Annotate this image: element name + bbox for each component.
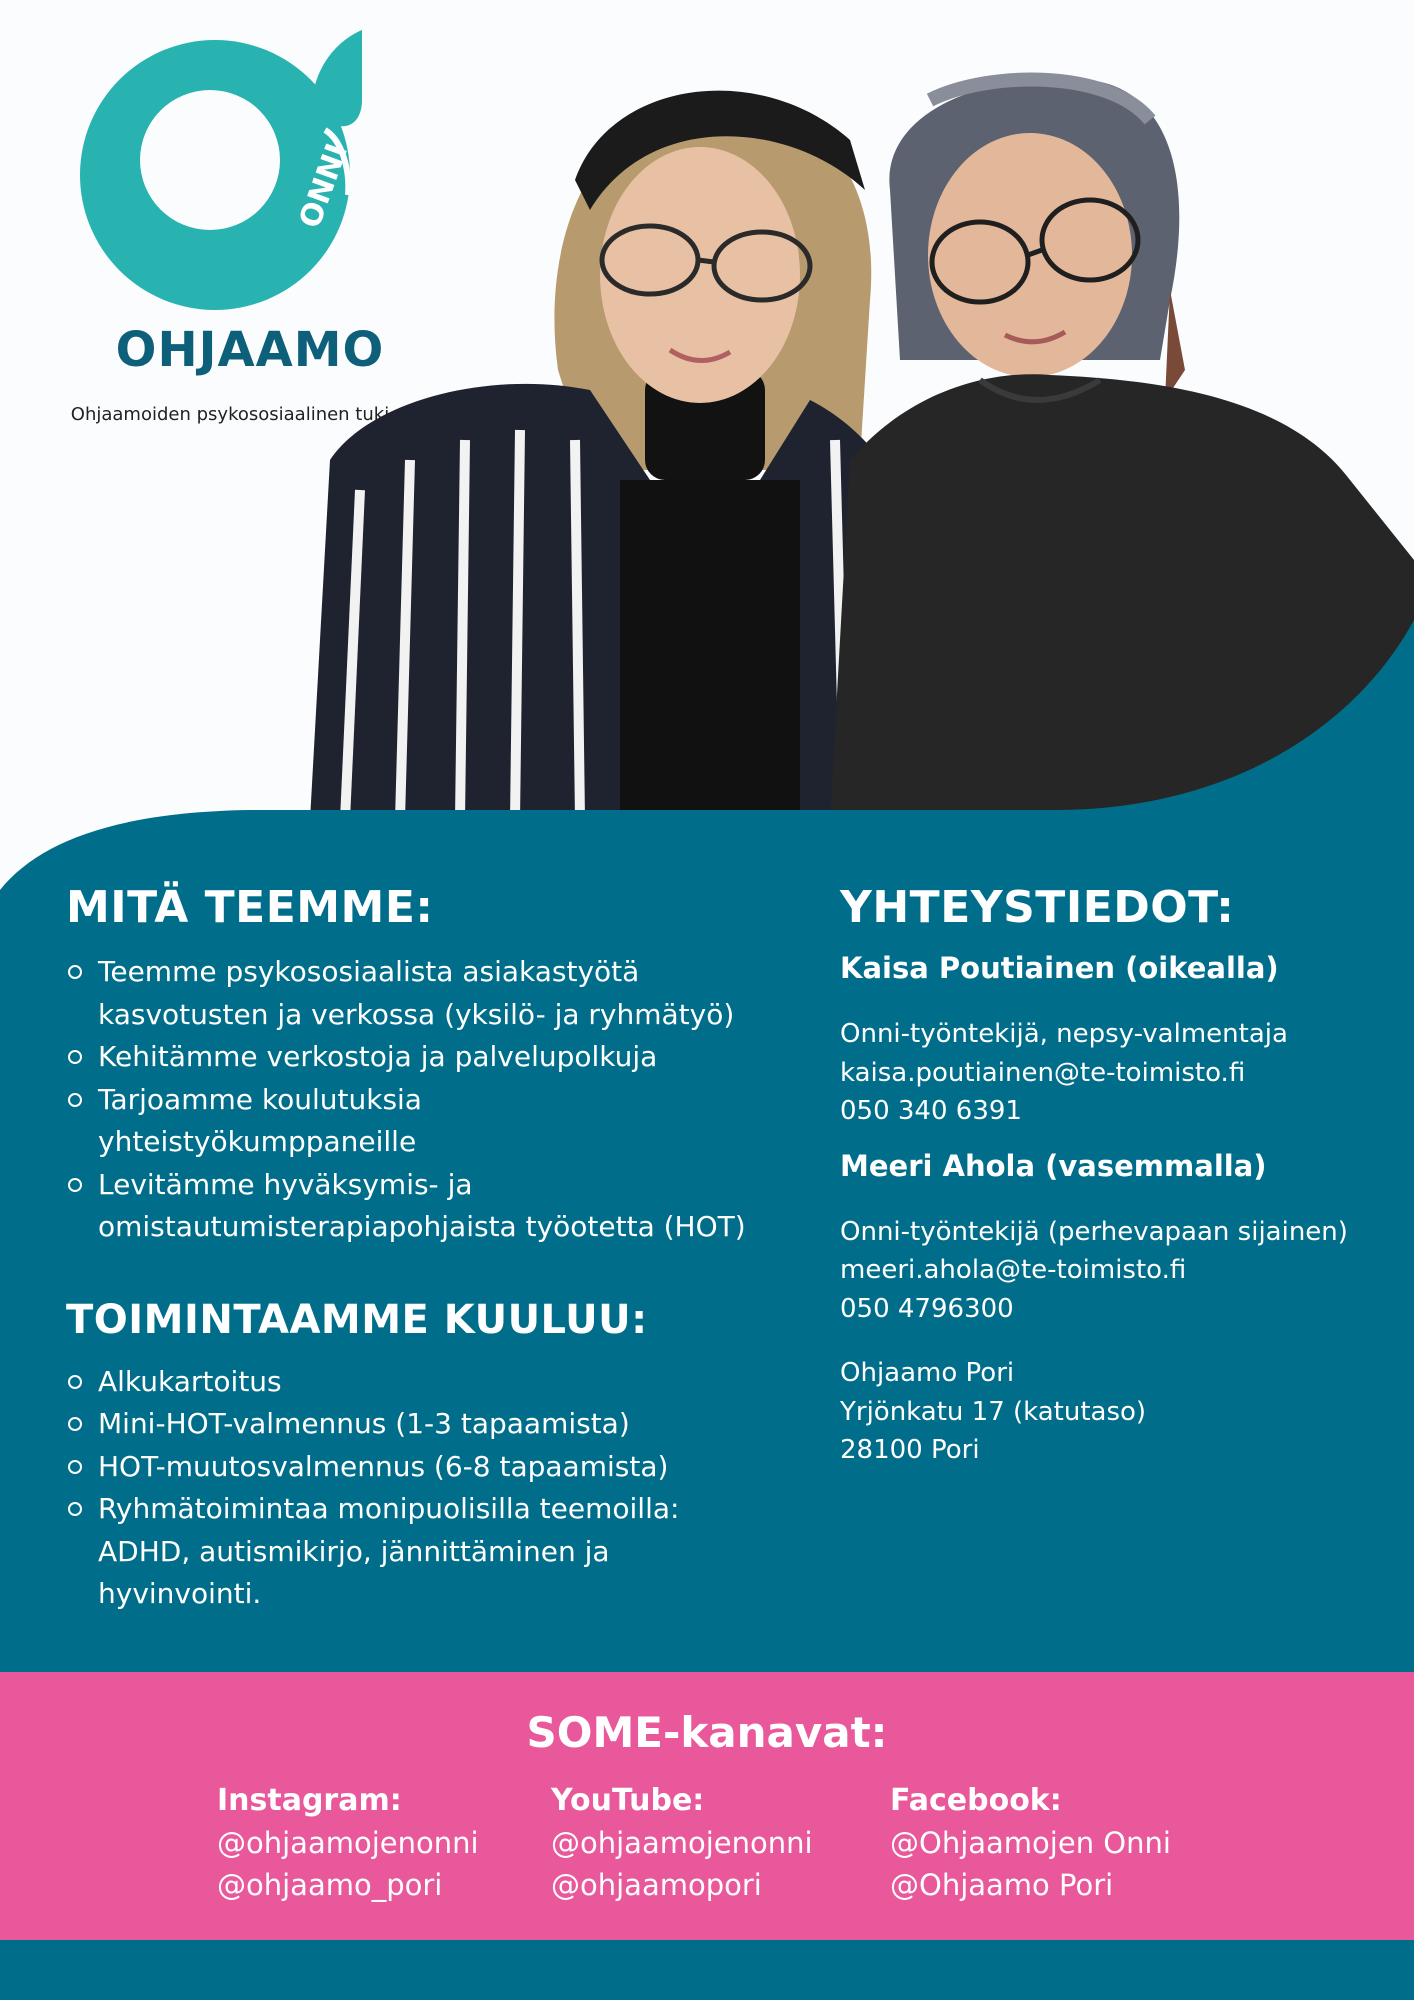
list-item: Alkukartoitus	[66, 1361, 786, 1404]
right-person-figure	[830, 78, 1414, 820]
onni-logo-mark	[80, 30, 370, 320]
contact-name: Meeri Ahola (vasemmalla)	[840, 1148, 1267, 1183]
social-label: Facebook:	[890, 1783, 1062, 1818]
contact-email[interactable]: meeri.ahola@te-toimisto.fi	[840, 1255, 1187, 1285]
bullet-circle-icon	[68, 1375, 82, 1389]
what-we-do-title: MITÄ TEEMME:	[66, 882, 434, 933]
social-instagram	[217, 1780, 479, 1906]
contact-details	[840, 1015, 1400, 1131]
list-item: Ryhmätoimintaa monipuolisilla teemoilla: ADHD, autismikirjo, jännittäminen ja hyvinvointi.	[66, 1488, 718, 1616]
contact-role: Onni-työntekijä (perhevapaan sijainen)	[840, 1216, 1348, 1247]
bullet-circle-icon	[68, 1460, 82, 1474]
list-item: Mini-HOT-valmennus (1-3 tapaamista)	[66, 1403, 786, 1446]
logo-tagline: Ohjaamoiden psykososiaalinen tuki	[70, 404, 390, 425]
social-facebook	[890, 1780, 1171, 1906]
social-handle[interactable]: @ohjaamopori	[551, 1868, 762, 1902]
bullet-circle-icon	[68, 1178, 82, 1192]
contact-card	[840, 1149, 1400, 1329]
list-item: Teemme psykososiaalista asiakastyötä kasvotusten ja verkossa (yksilö- ja ryhmätyö)	[66, 951, 786, 1036]
list-item: Levitämme hyväksymis- ja omistautumisterapiapohjaista työotetta (HOT)	[66, 1164, 798, 1249]
bullet-circle-icon	[68, 1417, 82, 1431]
contact-email[interactable]: kaisa.poutiainen@te-toimisto.fi	[840, 1057, 1246, 1088]
social-label: Instagram:	[217, 1783, 402, 1818]
social-handle[interactable]: @Ohjaamojen Onni	[890, 1826, 1171, 1860]
contact-phone[interactable]: 050 4796300	[840, 1293, 1014, 1324]
office-address	[840, 1354, 1400, 1470]
social-youtube	[551, 1780, 813, 1906]
social-handle[interactable]: @ohjaamojenonni	[217, 1826, 479, 1860]
staff-photo	[290, 40, 1414, 820]
social-title: SOME-kanavat:	[526, 1708, 888, 1757]
logo-brand: OHJAAMO	[115, 322, 385, 378]
bullet-circle-icon	[68, 1050, 82, 1064]
activities-list	[66, 1361, 786, 1616]
left-column	[66, 882, 786, 1616]
contact-card	[840, 951, 1400, 1131]
social-label: YouTube:	[551, 1783, 705, 1818]
social-handle[interactable]: @ohjaamo_pori	[217, 1868, 443, 1902]
social-handle[interactable]: @Ohjaamo Pori	[890, 1868, 1114, 1902]
bullet-circle-icon	[68, 1502, 82, 1516]
list-item: Tarjoamme koulutuksia yhteistyökumppaneille	[66, 1079, 518, 1164]
ohjaamo-onni-logo	[60, 30, 390, 425]
office-city: 28100 Pori	[840, 1435, 980, 1465]
contacts-column	[840, 882, 1400, 1470]
contact-phone[interactable]: 050 340 6391	[840, 1096, 1022, 1126]
bottom-teal-band	[0, 1940, 1414, 2000]
office-street: Yrjönkatu 17 (katutaso)	[840, 1396, 1147, 1427]
bullet-circle-icon	[68, 1093, 82, 1107]
activities-title: TOIMINTAAMME KUULUU:	[66, 1296, 648, 1343]
contacts-title: YHTEYSTIEDOT:	[840, 882, 1235, 933]
what-we-do-list	[66, 951, 786, 1249]
office-name: Ohjaamo Pori	[840, 1358, 1015, 1388]
list-item: Kehitämme verkostoja ja palvelupolkuja	[66, 1036, 786, 1079]
contact-role: Onni-työntekijä, nepsy-valmentaja	[840, 1019, 1288, 1049]
bullet-circle-icon	[68, 965, 82, 979]
contact-details	[840, 1213, 1400, 1329]
logo-mark-text: ONNI	[292, 139, 356, 233]
social-handle[interactable]: @ohjaamojenonni	[551, 1826, 813, 1860]
list-item: HOT-muutosvalmennus (6-8 tapaamista)	[66, 1446, 786, 1489]
contact-name: Kaisa Poutiainen (oikealla)	[840, 951, 1279, 985]
